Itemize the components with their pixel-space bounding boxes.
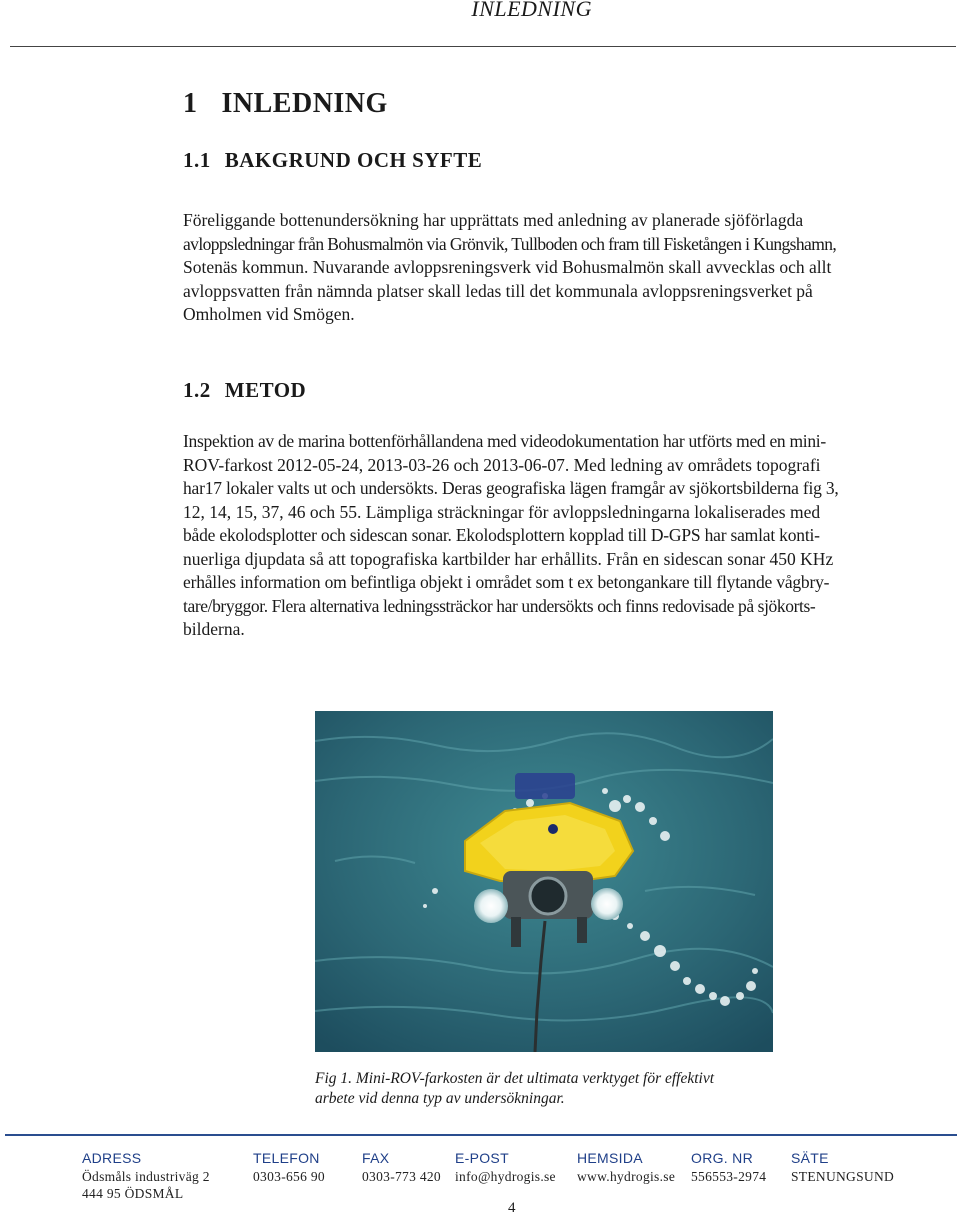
text-line: 12, 14, 15, 37, 46 och 55. Lämpliga sträckningar för avloppsledningarna lokaliserades med <box>183 501 821 522</box>
footer-value: STENUNGSUND <box>791 1169 895 1184</box>
footer-heading: FAX <box>362 1150 390 1166</box>
footer-column-orgnr <box>691 1150 766 1185</box>
text-line: avloppsledningar från Bohusmalmön via Grönvik, Tullboden och fram till Fisketången i Kungshamn, <box>183 233 837 254</box>
footer-value: 444 95 ÖDSMÅL <box>82 1186 184 1201</box>
text-line: Inspektion av de marina bottenförhållandena med videodokumentation har utförts med en mini- <box>183 431 826 451</box>
text-line: nuerliga djupdata så att topografiska kartbilder har erhållits. Från en sidescan sonar 450 KHz <box>183 548 834 569</box>
text-line: Omholmen vid Smögen. <box>183 304 355 324</box>
text-line: avloppsvatten från nämnda platser skall ledas till det kommunala avloppsreningsverket på <box>183 280 813 301</box>
caption-line: Fig 1. Mini-ROV-farkosten är det ultimata verktyget för effektivt <box>315 1070 715 1087</box>
footer-column-sate <box>791 1150 894 1185</box>
footer-rule <box>5 1134 957 1136</box>
footer-column-adress <box>82 1150 210 1202</box>
section-number: 1.2 <box>183 378 211 402</box>
paragraph-metod <box>183 430 871 642</box>
caption-line: arbete vid denna typ av undersökningar. <box>315 1090 565 1107</box>
text-line: Sotenäs kommun. Nuvarande avloppsreningsverk vid Bohusmalmön skall avvecklas och allt <box>183 257 832 277</box>
footer-heading: SÄTE <box>791 1150 829 1166</box>
section-heading-metod <box>183 378 306 403</box>
text-line: både ekolodsplotter och sidescan sonar. Ekolodsplottern kopplad till D-GPS har samlat konti- <box>183 525 820 545</box>
footer-column-fax <box>362 1150 441 1185</box>
text-line: ROV-farkost 2012-05-24, 2013-03-26 och 2013-06-07. Med ledning av områdets topografi <box>183 454 821 475</box>
footer-heading: HEMSIDA <box>577 1150 643 1166</box>
header-rule <box>10 46 956 47</box>
footer-heading: TELEFON <box>253 1150 320 1166</box>
footer-heading: ORG. NR <box>691 1150 753 1166</box>
chapter-number: 1 <box>183 88 198 119</box>
footer-value: 556553-2974 <box>691 1169 767 1184</box>
footer-column-epost <box>455 1150 556 1185</box>
footer-value: 0303-773 420 <box>362 1169 441 1184</box>
footer-column-hemsida <box>577 1150 675 1185</box>
text-line: bilderna. <box>183 619 245 639</box>
section-title: METOD <box>224 378 307 402</box>
figure-caption <box>315 1069 755 1109</box>
footer-heading: E-POST <box>455 1150 509 1166</box>
text-line: har17 lokaler valts ut och undersökts. Deras geografiska lägen framgår av sjökortsbilderna fig 3, <box>183 478 839 498</box>
footer-heading: ADRESS <box>82 1150 142 1166</box>
section-heading-bakgrund <box>183 148 482 173</box>
footer-value: 0303-656 90 <box>253 1169 325 1184</box>
chapter-heading <box>183 88 388 120</box>
text-line: Föreliggande bottenundersökning har upprättats med anledning av planerade sjöförlagda <box>183 210 804 230</box>
section-title: BAKGRUND OCH SYFTE <box>224 148 483 172</box>
section-number: 1.1 <box>183 148 211 172</box>
rov-photo <box>315 711 773 1052</box>
text-line: tare/bryggor. Flera alternativa ledningssträckor har undersökts och finns redovisade på sjökorts- <box>183 595 816 616</box>
paragraph-bakgrund <box>183 209 871 327</box>
footer-value: Ödsmåls industriväg 2 <box>82 1169 210 1184</box>
footer-value: info@hydrogis.se <box>455 1169 556 1184</box>
page-number: 4 <box>508 1200 516 1216</box>
footer-column-telefon <box>253 1150 325 1185</box>
text-line: erhålles information om befintliga objekt i området som t ex betongankare till flytande vågbry- <box>183 572 830 592</box>
chapter-title: INLEDNING <box>221 88 388 119</box>
running-header-title: INLEDNING <box>471 0 592 21</box>
footer-value: www.hydrogis.se <box>577 1169 676 1184</box>
